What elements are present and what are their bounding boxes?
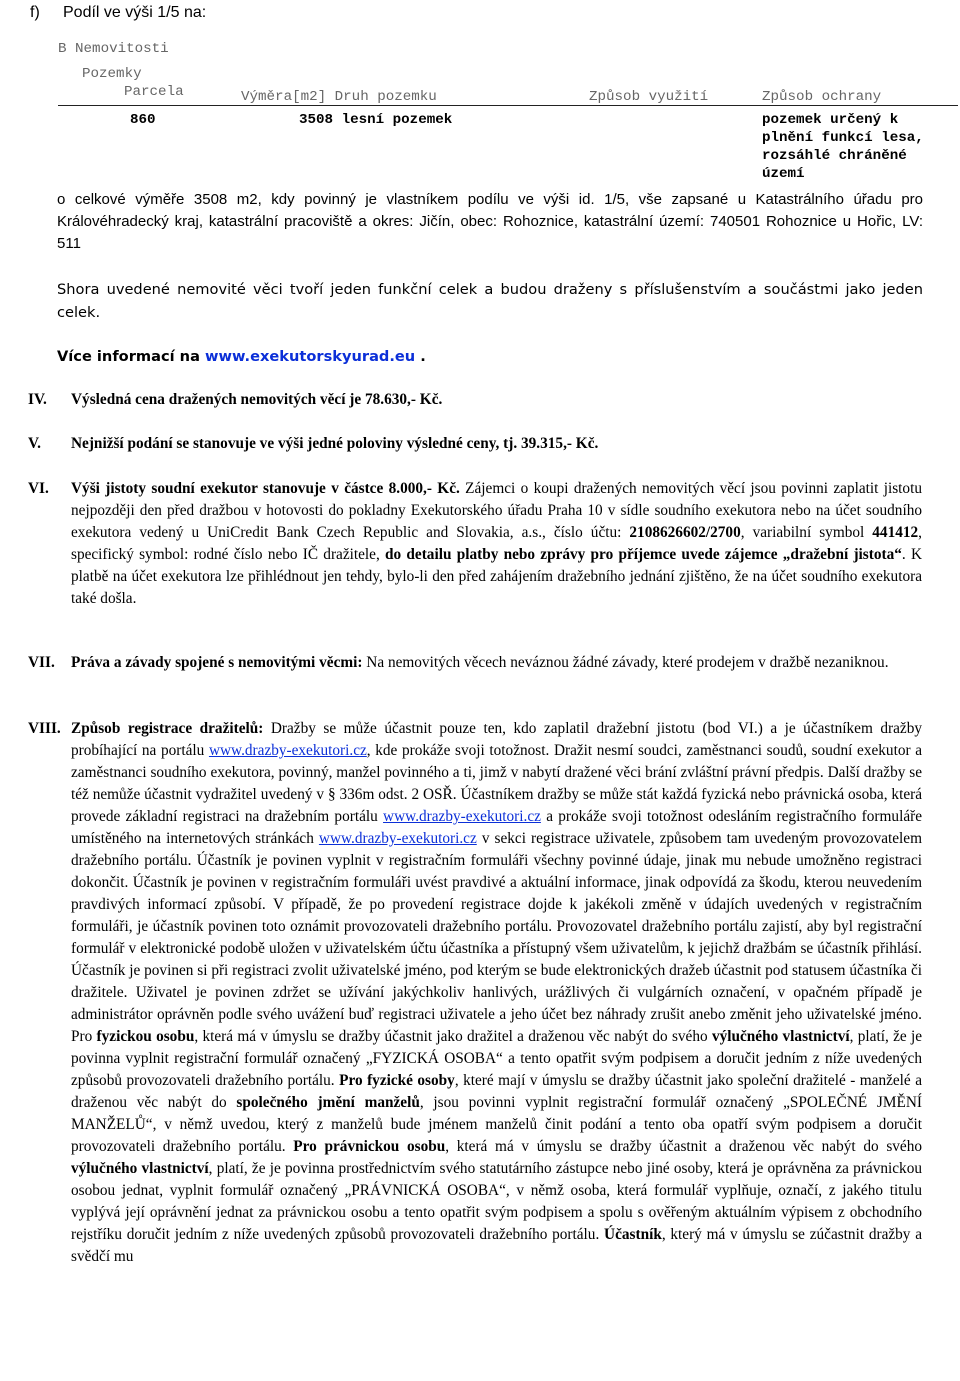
viii-bold-sole-ownership: výlučného vlastnictví: [711, 1028, 850, 1045]
extract-col-use: Způsob využití: [589, 89, 709, 105]
vi-variable-symbol: 441412: [872, 524, 919, 541]
extract-parcel-number: 860: [130, 112, 156, 128]
extract-col-protection: Způsob ochrany: [762, 89, 882, 105]
item-heading: [30, 4, 206, 22]
viii-text-10: , platí, že je povinna prostřednictvím svého statutárního zástupce nebo jiné osoby, která je oprávněna za právnickou osobou jednat, vyplnit formulář označený „PRÁVNICKÁ OSOBA“, v němž osoba, která formulář vyplňuje, označí, z jakého titulu vyplývá její oprávnění jednat za právnickou osobu a tento opatřit svým podpisem a spolu s ověřeným aktuálním výpisem z obchodního rejstříku doručit jedním z níže uvedených způsobů provozovateli dražebního portálu.: [71, 1160, 922, 1243]
drazby-link-2[interactable]: www.drazby-exekutori.cz: [383, 808, 541, 825]
vi-text-3: , specifický symbol: rodné číslo nebo IČ dražitele,: [71, 524, 922, 563]
viii-text-4: v sekci registrace uživatele, způsobem tam uvedeným provozovatelem dražebního portálu. Účastník je povinen vyplnit v registračním formuláři všechny povinné údaje, jinak mu nebude umožněno registraci dokončit. Účastník je povinen v registračním formuláři uvést pravdivé a aktuální informace, jinak odpovídá za škodu, kterou neuvedením pravdivých informací způsobí. V případě, že po provedení registrace dojde k jakékoli změně v údajích uvedených v registračním formuláři, je účastník povinen toto oznámit provozovateli dražebního portálu. Provozovatel dražebního portálu zajistí, aby byl registrační formulář v elektronické podobě uložen v uživatelském účtu účastníka a přístupný všem uživatelům, k jejichž dražbám se účastník přihlásí. Účastník je povinen si při registraci zvolit uživatelské jméno, pod kterým se bude elektronických dražeb účastnit pod statusem účastníka či dražitele. Uživatel je povinen zdržet se užívání jakýchkoliv hanlivých, urážlivých či vulgárních označení, v opačném případě je administrátor oprávněn podle svého uvážení buď registraci uživatele a jeho účet bez náhrady zrušit anebo změnit jeho uživatelské jméno. Pro: [71, 830, 922, 1045]
section-number-iv: IV.: [28, 391, 47, 408]
intro-paragraph: o celkové výměře 3508 m2, kdy povinný je vlastníkem podílu ve výši id. 1/5, vše zapsané u Katastrálního úřadu pro Královéhradecký kraj, katastrální pracoviště a okres: Jičín, obec: Rohoznice, katastrální území: 740501 Rohoznice u Hořic, LV: 511: [57, 191, 923, 252]
vii-text: Na nemovitých věcech neváznou žádné závady, které prodejem v dražbě nezaniknou.: [362, 654, 889, 671]
viii-bold-registration: Způsob registrace dražitelů:: [71, 720, 264, 737]
extract-group-parcela: Parcela: [124, 84, 184, 100]
viii-bold-joint-property: společného jmění manželů: [236, 1094, 420, 1111]
viii-text-9: , která má v úmyslu se dražby účastnit a draženou věc nabýt do svého: [445, 1138, 923, 1155]
section-viii-paragraph: [71, 718, 922, 1268]
drazby-link-3[interactable]: www.drazby-exekutori.cz: [318, 830, 477, 847]
viii-text-3: a prokáže svoji totožnost odesláním registračního formuláře umístěného na internetových stránkách: [71, 808, 922, 847]
extract-protection-4: území: [762, 166, 805, 182]
section-iv-text: Výsledná cena dražených nemovitých věcí je 78.630,- Kč.: [71, 391, 443, 408]
vi-text-2: , variabilní symbol: [740, 524, 873, 541]
viii-bold-sole-ownership-2: výlučného vlastnictví: [71, 1160, 209, 1177]
drazby-link-1[interactable]: www.drazby-exekutori.cz: [208, 742, 367, 759]
viii-text-11: , který má v úmyslu se zúčastnit dražby a svědčí mu: [71, 1226, 922, 1265]
vi-text-4: . K platbě na účet exekutora lze přihlédnout jen tehdy, bylo-li den před zahájením dražebního jednání zjištěno, že na účet soudního exekutora také došla.: [71, 546, 922, 607]
viii-text-7: , které mají v úmyslu se dražby účastnit jako společní dražitelé - manželé a draženou věc nabýt do: [71, 1072, 922, 1111]
extract-protection-2: plnění funkcí lesa,: [762, 130, 924, 146]
functional-unit-paragraph: Shora uvedené nemovité věci tvoří jeden funkční celek a budou draženy s příslušenstvím a součástmi jako jeden celek.: [57, 281, 923, 321]
item-title: Podíl ve výši 1/5 na:: [63, 4, 207, 21]
item-letter: f): [30, 4, 40, 21]
viii-text-1: Dražby se může účastnit pouze ten, kdo zaplatil dražební jistotu (bod VI.) a je účastníkem dražby probíhající na portálu: [71, 720, 922, 759]
viii-bold-natural-person: fyzickou osobu: [96, 1028, 195, 1045]
vi-text-1: Zájemci o koupi dražených nemovitých věcí jsou povinni zaplatit jistotu nejpozději den před dražbou v hotovosti do pokladny Exekutorského úřadu Praha 10 v sídle soudního exekutora nebo na účet soudního exekutora vedený u UniCredit Bank Czech Republic and Slovakia, a.s., číslo účtu:: [71, 480, 922, 541]
extract-protection-3: rozsáhlé chráněné: [762, 148, 907, 164]
exekutorskyurad-link[interactable]: www.exekutorskyurad.eu: [205, 348, 416, 365]
vi-bold-deposit: Výši jistoty soudní exekutor stanovuje v částce 8.000,- Kč.: [71, 480, 460, 497]
extract-area-type: 3508 lesní pozemek: [299, 112, 453, 128]
viii-bold-participant: Účastník: [604, 1226, 662, 1243]
vii-bold: Práva a závady spojené s nemovitými věcmi:: [71, 654, 363, 671]
section-number-v: V.: [28, 435, 41, 452]
section-vii-paragraph: [71, 652, 922, 674]
cadastre-extract: [58, 38, 958, 186]
extract-rule: [58, 105, 958, 106]
section-number-vii: VII.: [28, 654, 55, 671]
section-v-text: Nejnižší podání se stanovuje ve výši jedné poloviny výsledné ceny, tj. 39.315,- Kč.: [71, 435, 599, 452]
viii-text-6: , platí, že je povinna vyplnit registrační formulář označený „FYZICKÁ OSOBA“ a tento opatřit svým podpisem a doručit jedním z níže uvedených způsobů provozovateli dražebního portálu.: [71, 1028, 922, 1089]
viii-bold-natural-persons: Pro fyzické osoby: [339, 1072, 455, 1089]
extract-group-pozemky: Pozemky: [82, 66, 142, 82]
viii-text-5: , která má v úmyslu se dražby účastnit jako dražitel a draženou věc nabýt do svého: [194, 1028, 712, 1045]
viii-text-8: , jsou povinni vyplnit registrační formulář označený „SPOLEČNÉ JMĚNÍ MANŽELŮ“, v němž uvedou, který z manželů bude jménem manželů činit podání a tento oba opatří svým podpisem a doručit provozovateli dražebního portálu.: [71, 1094, 922, 1155]
section-number-viii: VIII.: [28, 720, 61, 737]
extract-col-area-type: Výměra[m2] Druh pozemku: [241, 89, 437, 105]
vi-bold-payment-note: do detailu platby nebo zprávy pro příjemce uvede zájemce „dražební jistota“: [385, 546, 902, 563]
section-vi-paragraph: [71, 478, 922, 610]
vi-account-number: 2108626602/2700: [629, 524, 741, 541]
more-info-label: Více informací na: [57, 348, 200, 365]
section-number-vi: VI.: [28, 480, 49, 497]
more-info-dot: .: [420, 348, 426, 365]
more-info-line: [57, 345, 426, 368]
extract-section: B Nemovitosti: [58, 41, 169, 57]
extract-protection-1: pozemek určený k: [762, 112, 899, 128]
viii-bold-legal-person: Pro právnickou osobu: [293, 1138, 446, 1155]
viii-text-2: , kde prokáže svoji totožnost. Dražit nesmí soudci, zaměstnanci soudů, soudní exekutor a zaměstnanci soudního exekutora, povinný, manžel povinného a ti, jimž v nabytí dražené věci brání zvláštní právní předpis. Další dražby se též nemůže účastnit vydražitel uvedený v § 336m odst. 2 OSŘ. Účastníkem dražby se může stát každá fyzická nebo právnická osoba, která provede základní registraci na dražebním portálu: [71, 742, 922, 825]
